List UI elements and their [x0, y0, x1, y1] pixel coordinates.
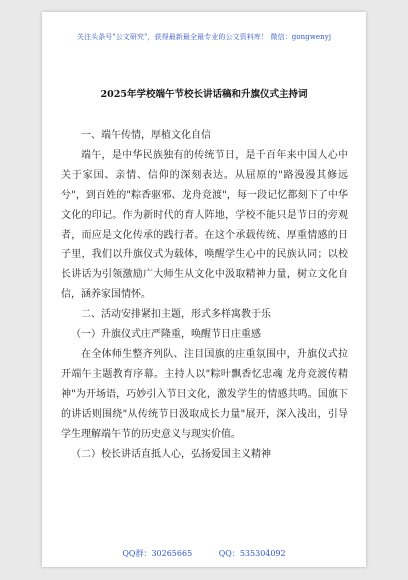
- document-page: [42, 12, 366, 567]
- section-1-paragraph: 端午，是中华民族独有的传统节日，是千百年来中国人心中关于家国、亲情、信仰的深刻表达。从屈原的"路漫漫其修远兮"，到百姓的"粽香驱邪、龙舟竞渡"，每一段记忆都刻下了中华文化的印记。作为新时代的育人阵地，学校不能只是节日的旁观者，而应是文化传承的践行者。在这个承载传统、厚重情感的日子里，我们以升旗仪式为载体，唤醒学生心中的民族认同；以校长讲话为引领激励广大师生从文化中汲取精神力量，树立文化自信，涵养家国情怀。: [61, 149, 348, 301]
- subsection-2-heading: （二）校长讲话直抵人心，弘扬爱国主义精神: [71, 448, 271, 460]
- footer-qq-group: QQ群：30265665: [122, 549, 193, 558]
- document-title: 2025年学校端午节校长讲话稿和升旗仪式主持词: [100, 89, 308, 100]
- section-1-heading: 一、端午传情，厚植文化自信: [81, 130, 211, 141]
- subsection-1-paragraph: 在全体师生整齐列队、注目国旗的庄重氛围中，升旗仪式拉开端午主题教育序幕。主持人以"粽叶飘香忆忠魂 龙舟竞渡传精神"为开场语，巧妙引入节日文化，激发学生的情感共鸣。国旗下的讲话则围绕"从传统节日汲取成长力量"展开，深入浅出，引导学生理解端午节的历史意义与现实价值。: [61, 348, 348, 440]
- section-2-heading: 二、活动安排紧扣主题，形式多样寓教于乐: [81, 309, 271, 321]
- header-notice: 关注头条号"公文研究"，获得最新最全最专业的公文资料库！ 微信：gongwenyj: [76, 33, 332, 41]
- footer-qq: QQ：535304092: [218, 549, 286, 558]
- document-body: [61, 125, 348, 464]
- subsection-1-heading: （一）升旗仪式庄严隆重，唤醒节日庄重感: [71, 329, 261, 341]
- footer-contact: [42, 548, 366, 559]
